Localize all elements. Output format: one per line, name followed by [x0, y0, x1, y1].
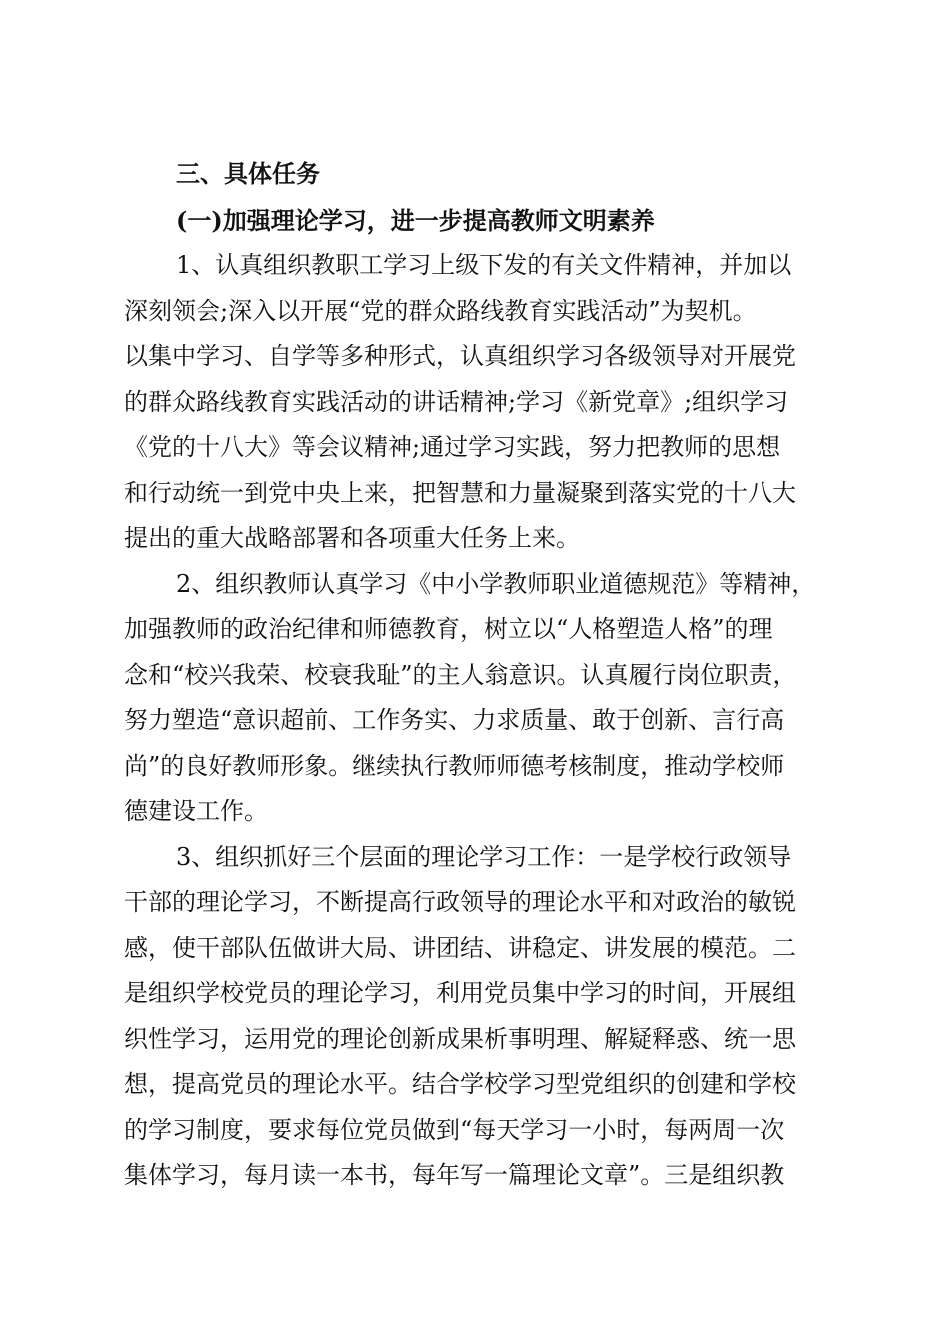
paragraph-line: 努力塑造“意识超前、工作务实、力求质量、敢于创新、言行高	[124, 706, 785, 734]
paragraph-line: 尚”的良好教师形象。继续执行教师师德考核制度，推动学校师	[124, 751, 785, 780]
paragraph-1	[124, 243, 836, 562]
paragraph-line: 《党的十八大》等会议精神;通过学习实践，努力把教师的思想	[124, 433, 781, 461]
paragraph-line: 2、组织教师认真学习《中小学教师职业道德规范》等精神，	[176, 569, 816, 598]
paragraph-line: 的学习制度，要求每位党员做到“每天学习一小时，每两周一次	[124, 1115, 785, 1144]
paragraph-line: 和行动统一到党中央上来，把智慧和力量凝聚到落实党的十八大	[124, 478, 796, 507]
paragraph-line: 是组织学校党员的理论学习，利用党员集中学习的时间，开展组	[124, 979, 796, 1007]
paragraph-line: 深刻领会;深入以开展“党的群众路线教育实践活动”为契机。	[124, 296, 757, 325]
paragraph-line: 提出的重大战略部署和各项重大任务上来。	[124, 524, 580, 552]
paragraph-2	[124, 562, 836, 835]
paragraph-line: 集体学习，每月读一本书，每年写一篇理论文章”。三是组织教	[124, 1161, 785, 1189]
paragraph-line: 3、组织抓好三个层面的理论学习工作：一是学校行政领导	[176, 842, 792, 871]
subsection-title: (一)加强理论学习，进一步提高教师文明素养	[176, 205, 655, 235]
document-body	[124, 152, 836, 1199]
paragraph-line: 想，提高党员的理论水平。结合学校学习型党组织的创建和学校	[124, 1070, 796, 1098]
paragraph-line: 以集中学习、自学等多种形式，认真组织学习各级领导对开展党	[124, 342, 796, 370]
paragraph-line: 德建设工作。	[124, 797, 268, 825]
paragraph-line: 1、认真组织教职工学习上级下发的有关文件精神，并加以	[176, 251, 792, 279]
paragraph-line: 干部的理论学习，不断提高行政领导的理论水平和对政治的敏锐	[124, 888, 796, 916]
paragraph-3	[124, 835, 836, 1199]
paragraph-line: 加强教师的政治纪律和师德教育，树立以“人格塑造人格”的理	[124, 615, 773, 643]
paragraph-line: 织性学习，运用党的理论创新成果析事明理、解疑释惑、统一思	[124, 1024, 796, 1053]
paragraph-line: 感，使干部队伍做讲大局、讲团结、讲稳定、讲发展的模范。二	[124, 933, 796, 962]
paragraph-line: 的群众路线教育实践活动的讲话精神;学习《新党章》;组织学习	[124, 387, 789, 416]
section-title: 三、具体任务	[176, 160, 320, 188]
paragraph-line: 念和“校兴我荣、校衰我耻”的主人翁意识。认真履行岗位职责，	[124, 660, 797, 689]
